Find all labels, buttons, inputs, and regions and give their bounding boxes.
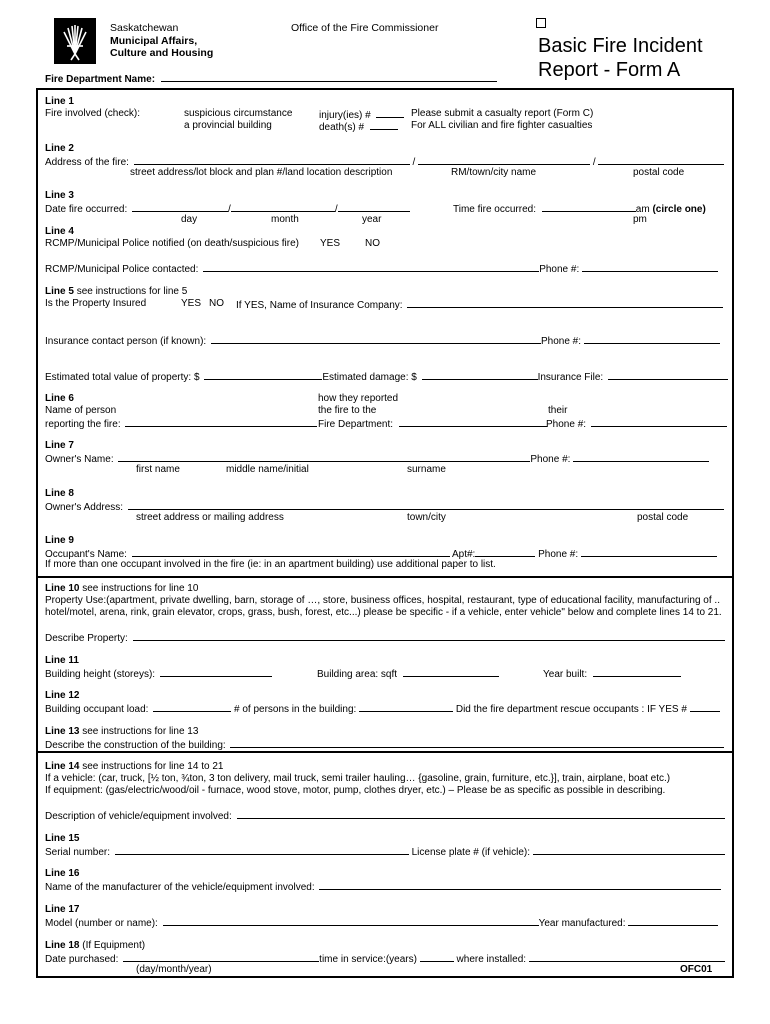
fire-dept-name-field[interactable] <box>161 72 497 82</box>
owner-name-label: Owner's Name: <box>45 454 114 465</box>
section-divider-1 <box>36 576 734 578</box>
line18-equip-note: (If Equipment) <box>82 940 146 951</box>
serial-row <box>45 845 725 859</box>
vehicle-description-label: Description of vehicle/equipment involved: <box>45 811 232 822</box>
casualty-note2: For ALL civilian and fire fighter casualties <box>411 120 593 131</box>
where-installed-field[interactable] <box>529 952 725 962</box>
occupant-load-row <box>45 702 720 716</box>
manufacturer-field[interactable] <box>319 880 721 890</box>
address-sub-town: RM/town/city name <box>451 167 537 178</box>
line13-heading: Line 13 <box>45 726 80 737</box>
vehicle-examples: If a vehicle: (car, truck, [½ ton, ¾ton, 3 ton delivery, mail truck, semi trailer hauling… {gasoline, grain, furniture, etc.}], train, airplane, boat etc.) <box>45 773 671 784</box>
casualty-note1: Please submit a casualty report (Form C) <box>411 108 594 119</box>
death-count-field[interactable] <box>370 120 398 130</box>
year-built-row <box>543 667 681 681</box>
line5-heading-row <box>45 286 187 298</box>
time-in-service-field[interactable] <box>420 952 454 962</box>
value-field[interactable] <box>204 370 322 380</box>
line14-heading-row <box>45 761 223 773</box>
reporter-label-line2: reporting the fire: <box>45 419 121 430</box>
circle-one-note: (circle one) <box>652 204 706 215</box>
office-name: Office of the Fire Commissioner <box>291 22 439 34</box>
building-height-row <box>45 667 272 681</box>
how-reported-row <box>318 417 547 431</box>
year-manufactured-label: Year manufactured: <box>538 918 626 929</box>
building-area-label: Building area: sqft <box>317 669 398 680</box>
police-contacted-field[interactable] <box>203 262 539 272</box>
line2-heading: Line 2 <box>45 143 74 154</box>
purchase-date-format: (day/month/year) <box>136 964 212 975</box>
line13-instr: see instructions for line 13 <box>82 726 199 737</box>
owner-name-field[interactable] <box>118 452 530 462</box>
police-notified-label: RCMP/Municipal Police notified (on death/suspicious fire) <box>45 238 300 249</box>
how-reported-line1: how they reported <box>318 393 399 404</box>
date-sub-year: year <box>362 214 382 225</box>
date-month-field[interactable] <box>231 202 335 212</box>
line1-opt-suspicious[interactable]: suspicious circumstance <box>184 108 293 119</box>
address-street-field[interactable] <box>134 155 410 165</box>
death-label: death(s) # <box>319 122 365 133</box>
time-in-service-label: time in service:(years) <box>319 954 417 965</box>
insurance-company-field[interactable] <box>407 298 723 308</box>
license-plate-label: License plate # (if vehicle): <box>411 847 530 858</box>
line1-heading: Line 1 <box>45 96 74 107</box>
police-yes-option[interactable]: YES <box>320 238 341 249</box>
describe-property-field[interactable] <box>133 631 725 641</box>
line4-heading: Line 4 <box>45 226 74 237</box>
date-label: Date fire occurred: <box>45 204 128 215</box>
injury-count-field[interactable] <box>376 108 404 118</box>
time-row <box>453 202 706 216</box>
insurance-contact-field[interactable] <box>211 334 541 344</box>
line9-heading: Line 9 <box>45 535 74 546</box>
manufacturer-label: Name of the manufacturer of the vehicle/equipment involved: <box>45 882 315 893</box>
address-postal-field[interactable] <box>598 155 724 165</box>
address-sub-street: street address/lot block and plan #/land location description <box>130 167 393 178</box>
occupant-apt-field[interactable] <box>475 547 535 557</box>
line6-heading: Line 6 <box>45 393 74 404</box>
damage-field[interactable] <box>422 370 538 380</box>
building-area-field[interactable] <box>403 667 499 677</box>
fire-dept-label: Fire Department Name: <box>45 74 156 85</box>
insurance-file-field[interactable] <box>608 370 728 380</box>
owner-sub-first: first name <box>136 464 180 475</box>
line5-instr: see instructions for line 5 <box>76 286 188 297</box>
owner-sub-middle: middle name/initial <box>226 464 309 475</box>
line8-heading: Line 8 <box>45 488 74 499</box>
form-title-line1: Basic Fire Incident <box>538 35 703 57</box>
reporter-name-field[interactable] <box>125 417 317 427</box>
pm-option[interactable]: pm <box>633 214 647 225</box>
persons-in-building-label: # of persons in the building: <box>233 704 357 715</box>
insurance-file-label: Insurance File: <box>537 372 604 383</box>
form-title-line2: Report - Form A <box>538 59 681 81</box>
police-phone-field[interactable] <box>582 262 718 272</box>
wheat-sheaf-logo-icon <box>54 18 96 64</box>
line18-heading-row <box>45 940 145 952</box>
vehicle-description-row <box>45 809 725 823</box>
building-height-label: Building height (storeys): <box>45 669 156 680</box>
building-area-row <box>317 667 499 681</box>
building-height-field[interactable] <box>160 667 272 677</box>
line5-heading: Line 5 <box>45 286 74 297</box>
rescue-label: Did the fire department rescue occupants : IF YES # <box>455 704 687 715</box>
line3-heading: Line 3 <box>45 190 74 201</box>
insured-yes-option[interactable]: YES <box>181 298 202 309</box>
model-field[interactable] <box>163 916 539 926</box>
reporter-phone-field[interactable] <box>591 417 727 427</box>
occupant-load-field[interactable] <box>153 702 231 712</box>
reporter-label-line1: Name of person <box>45 405 117 416</box>
year-manufactured-field[interactable] <box>628 916 718 926</box>
fire-dept-name-row <box>45 72 497 86</box>
line10-heading: Line 10 <box>45 583 80 594</box>
year-built-label: Year built: <box>543 669 588 680</box>
line17-heading: Line 17 <box>45 904 80 915</box>
how-reported-line3: Fire Department: <box>318 419 394 430</box>
reporter-phone-label: Phone #: <box>546 419 587 430</box>
address-town-field[interactable] <box>418 155 590 165</box>
license-plate-field[interactable] <box>533 845 725 855</box>
serial-label: Serial number: <box>45 847 111 858</box>
time-field[interactable] <box>542 202 636 212</box>
am-option[interactable]: am <box>635 204 650 215</box>
date-day-field[interactable] <box>132 202 228 212</box>
police-phone-label: Phone #: <box>539 264 580 275</box>
persons-in-building-field[interactable] <box>359 702 453 712</box>
date-year-field[interactable] <box>338 202 410 212</box>
occupant-phone-label: Phone #: <box>538 549 579 560</box>
describe-property-row <box>45 631 725 645</box>
address-sub-postal: postal code <box>633 167 685 178</box>
occupant-name-label: Occupant's Name: <box>45 549 127 560</box>
rescue-count-field[interactable] <box>690 702 720 712</box>
reporter-phone-row <box>546 417 727 431</box>
police-contacted-label: RCMP/Municipal Police contacted: <box>45 264 199 275</box>
damage-label: Estimated damage: $ <box>322 372 417 383</box>
manufacturer-row <box>45 880 721 894</box>
police-no-option[interactable]: NO <box>365 238 380 249</box>
owner-address-label: Owner's Address: <box>45 502 124 513</box>
corner-box <box>536 18 546 28</box>
insured-no-option[interactable]: NO <box>209 298 224 309</box>
model-row <box>45 916 718 930</box>
property-use-line2: hotel/motel, arena, rink, grain elevator, crops, grass, bush, forest, etc...) please be specific - if a vehicle, enter vehicle" below and complete lines 14 to 21. <box>45 607 722 618</box>
serial-field[interactable] <box>115 845 409 855</box>
insurance-contact-label: Insurance contact person (if known): <box>45 336 207 347</box>
line14-heading: Line 14 <box>45 761 80 772</box>
property-use-line1: Property Use:(apartment, private dwelling, barn, storage of …, store, business offices, hospital, restaurant, type of educational facility, manufacturing of .. <box>45 595 720 606</box>
line12-heading: Line 12 <box>45 690 80 701</box>
value-row <box>45 370 728 384</box>
injury-label: injury(ies) # <box>319 110 371 121</box>
org-line3: Culture and Housing <box>110 47 214 59</box>
insurance-phone-label: Phone #: <box>540 336 582 347</box>
reporter-row <box>45 417 317 431</box>
equipment-examples: If equipment: (gas/electric/wood/oil - furnace, wood stove, motor, pump, clothes dryer, etc.) – Please be as specific as possible in describing. <box>45 785 666 796</box>
time-label: Time fire occurred: <box>453 204 536 215</box>
occupant-phone-field[interactable] <box>581 547 717 557</box>
occupant-note: If more than one occupant involved in the fire (ie: in an apartment building) use additional paper to list. <box>45 559 496 570</box>
insurance-company-row <box>236 298 723 312</box>
year-built-field[interactable] <box>593 667 681 677</box>
line1-opt-provincial[interactable]: a provincial building <box>184 120 272 131</box>
death-row <box>319 120 398 134</box>
insurance-company-label: If YES, Name of Insurance Company: <box>236 300 403 311</box>
how-reported-field[interactable] <box>399 417 547 427</box>
line18-heading: Line 18 <box>45 940 80 951</box>
form-code: OFC01 <box>680 964 713 975</box>
occupant-apt-label: Apt#: <box>451 549 476 560</box>
reporter-their-label: their <box>548 405 568 416</box>
construction-field[interactable] <box>230 738 724 748</box>
model-label: Model (number or name): <box>45 918 158 929</box>
org-line2: Municipal Affairs, <box>110 35 198 47</box>
line16-heading: Line 16 <box>45 868 80 879</box>
owner-address-field[interactable] <box>128 500 724 510</box>
how-reported-line2: the fire to the <box>318 405 377 416</box>
vehicle-description-field[interactable] <box>237 809 725 819</box>
line7-heading: Line 7 <box>45 440 74 451</box>
date-row: Date fire occurred: / / <box>45 202 410 216</box>
describe-property-label: Describe Property: <box>45 633 128 644</box>
org-line1: Saskatchewan <box>110 22 179 34</box>
insurance-contact-row <box>45 334 720 348</box>
owner-phone-field[interactable] <box>573 452 709 462</box>
line10-heading-row <box>45 583 198 595</box>
line15-heading: Line 15 <box>45 833 80 844</box>
owner-sub-town: town/city <box>407 512 446 523</box>
police-contacted-row <box>45 262 718 276</box>
construction-row <box>45 738 724 752</box>
owner-sub-street: street address or mailing address <box>136 512 284 523</box>
line10-instr: see instructions for line 10 <box>82 583 199 594</box>
where-installed-label: where installed: <box>456 954 527 965</box>
line13-heading-row <box>45 726 198 738</box>
construction-label: Describe the construction of the building: <box>45 740 226 751</box>
date-purchased-label: Date purchased: <box>45 954 119 965</box>
line14-instr: see instructions for line 14 to 21 <box>82 761 224 772</box>
date-sub-month: month <box>271 214 299 225</box>
value-label: Estimated total value of property: $ <box>45 372 200 383</box>
line1-label: Fire involved (check): <box>45 108 141 119</box>
date-sub-day: day <box>181 214 198 225</box>
date-purchased-field[interactable] <box>123 952 319 962</box>
insurance-phone-field[interactable] <box>584 334 720 344</box>
address-row: Address of the fire: / / <box>45 155 724 169</box>
owner-sub-postal: postal code <box>637 512 689 523</box>
occupant-name-field[interactable] <box>132 547 450 557</box>
line11-heading: Line 11 <box>45 655 79 666</box>
owner-sub-surname: surname <box>407 464 446 475</box>
insured-label: Is the Property Insured <box>45 298 147 309</box>
owner-phone-label: Phone #: <box>530 454 571 465</box>
address-label: Address of the fire: <box>45 157 129 168</box>
occupant-load-label: Building occupant load: <box>45 704 149 715</box>
